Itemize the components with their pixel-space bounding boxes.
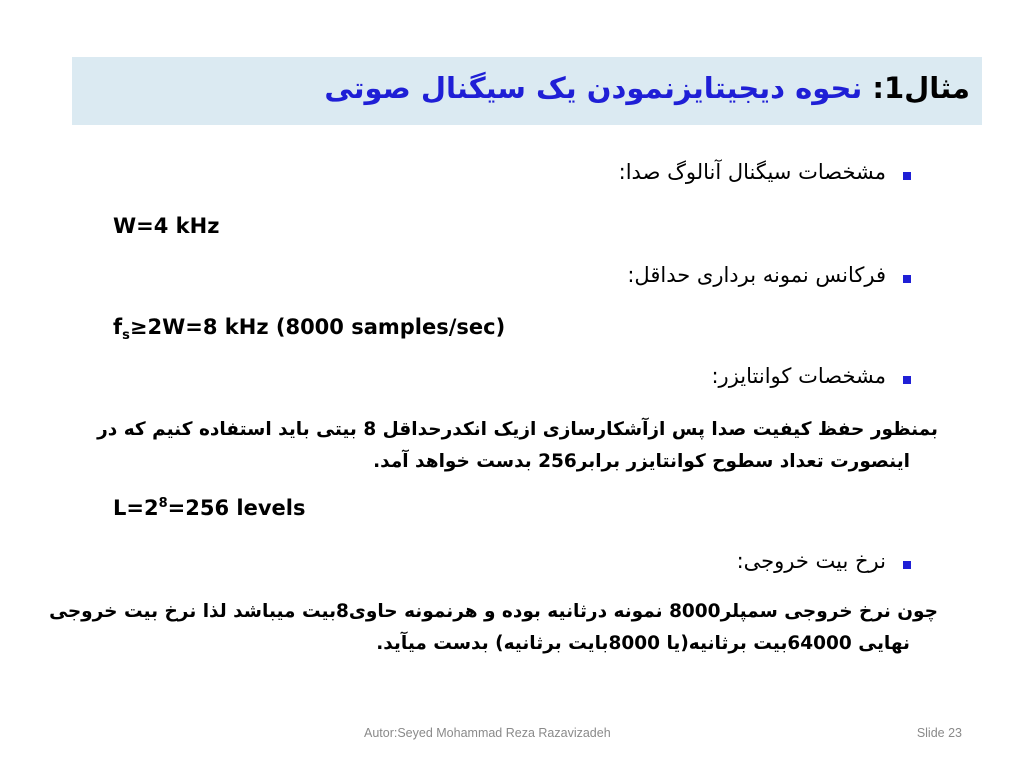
bullet-square-icon — [903, 275, 911, 283]
levels-exponent: 8 — [158, 496, 168, 511]
bullet-square-icon — [903, 376, 911, 384]
bullet-output-bit-rate: نرخ بیت خروجی: — [736, 549, 886, 573]
bitrate-paragraph-line-1: چون نرخ خروجی سمپلر8000 نمونه درثانیه بوده و هرنمونه حاوی8بیت میباشد لذا نرخ بیت خروجی — [49, 601, 938, 622]
bitrate-paragraph-line-2: نهایی 64000بیت برثانیه(یا 8000بایت برثانیه) بدست میآید. — [376, 633, 910, 654]
bullet-analog-signal-specs: مشخصات سیگنال آنالوگ صدا: — [618, 160, 886, 184]
fs-formula: ≥2W=8 kHz (8000 samples/sec) — [129, 315, 506, 339]
bullet-min-sampling-frequency: فرکانس نمونه برداری حداقل: — [627, 263, 886, 287]
bitrate-paragraph — [49, 596, 938, 660]
quantizer-paragraph — [97, 414, 938, 478]
quantizer-paragraph-line-1: بمنظور حفظ کیفیت صدا پس ازآشکارسازی ازیک انکدرحداقل 8 بیتی باید استفاده کنیم که در — [97, 419, 938, 440]
slide-title-band — [72, 57, 982, 125]
sampling-frequency-value — [113, 315, 505, 343]
slide-number: Slide 23 — [916, 726, 962, 740]
levels-base: L=2 — [113, 496, 159, 520]
bullet-quantizer-specs: مشخصات کوانتایزر: — [711, 364, 886, 388]
footer-author: Autor:Seyed Mohammad Reza Razavizadeh — [364, 726, 611, 740]
slide-title — [324, 71, 970, 105]
fs-subscript: s — [122, 328, 130, 344]
quantizer-paragraph-line-2: اینصورت تعداد سطوح کوانتایزر برابر256 بدست خواهد آمد. — [373, 451, 910, 472]
bandwidth-value: W=4 kHz — [113, 214, 220, 238]
bullet-square-icon — [903, 172, 911, 180]
quantization-levels-value — [113, 496, 305, 520]
title-prefix: مثال1: — [872, 71, 970, 105]
levels-result: =256 levels — [167, 496, 306, 520]
fs-symbol: f — [113, 315, 123, 339]
bullet-square-icon — [903, 561, 911, 569]
title-main: نحوه دیجیتایزنمودن یک سیگنال صوتی — [324, 71, 863, 105]
